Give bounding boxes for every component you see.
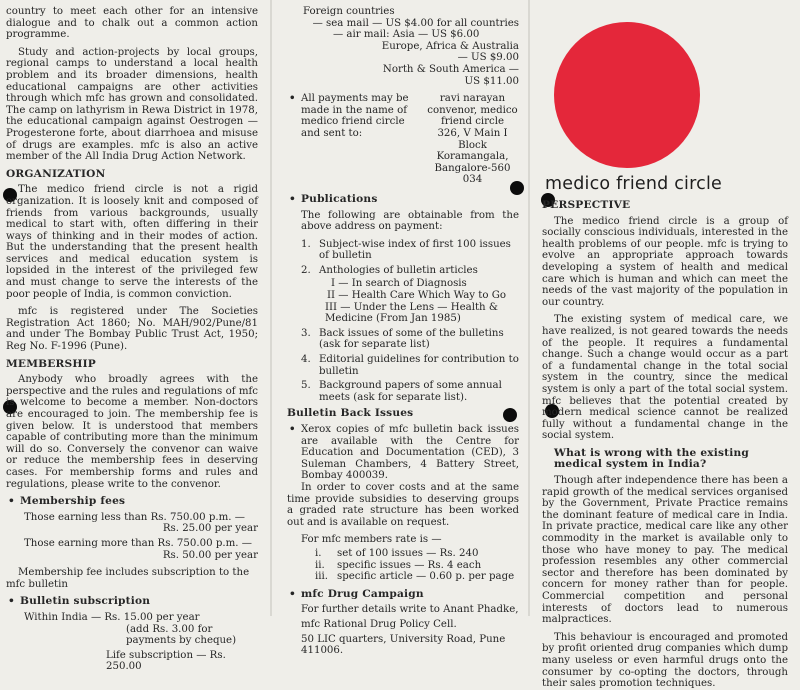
drug-campaign-heading: • mfc Drug Campaign: [287, 589, 519, 601]
publications-intro: The following are obtainable from the above address on payment:: [301, 209, 519, 233]
rate-item: [287, 571, 519, 583]
address-line: friend circle: [440, 116, 505, 128]
fee-high-label: Those earning more than Rs. 750.00 p.m. —: [24, 537, 252, 549]
drug-campaign-line: For further details write to Anant Phadke,: [301, 604, 519, 616]
rates-title: For mfc members rate is —: [301, 534, 442, 546]
organization-heading: ORGANIZATION: [6, 167, 106, 180]
publication-item: [287, 354, 519, 377]
publication-item: [287, 265, 519, 277]
wrong-system-paragraph-1: Though after independence there has been a rapid growth of the medical services organised by the Government, Private Practice remains the dominant feature of medical care in India. In private practice, medical care like any other commodity in the market is available only to those who have money to pay. The medical profession resembles any other commercial sector and therefore has been dominated by concern for money rather than for people. Commercial competition and personal interests of doctors lead to numerous malpractices.: [542, 475, 788, 626]
red-circle-logo: [554, 22, 700, 168]
publication-item: [287, 239, 519, 262]
membership-heading: MEMBERSHIP: [6, 357, 96, 370]
membership-fees-heading: • Membership fees: [6, 496, 258, 508]
fee-high-amount: Rs. 50.00 per year: [162, 549, 258, 561]
sea-mail-rate: — sea mail — US $4.00 for all countries: [312, 17, 519, 29]
perspective-paragraph-2: The existing system of medical care, we have realized, is not geared towards the needs of the people. It requires a fundamental change. Such a change would occur as a part of a fundamental change in the total social system in the country, since the medical system is only a part of the total social system. mfc believes that the potential created by modern medical science cannot be realized fully without a fundamental change in the social system.: [542, 314, 788, 442]
item-number: 3.: [301, 327, 311, 339]
fee-low-label: Those earning less than Rs. 750.00 p.m. —: [24, 511, 245, 523]
europe-region: Europe, Africa & Australia: [381, 40, 519, 52]
publication-item: [287, 328, 519, 351]
address-line: convenor, medico: [427, 104, 518, 116]
back-issues-heading: Bulletin Back Issues: [287, 407, 414, 420]
rate-text: set of 100 issues — Rs. 240: [337, 547, 479, 559]
wrong-system-heading: What is wrong with the existing medical system in India?: [554, 446, 750, 471]
item-number: 2.: [301, 264, 311, 276]
subscription-life: Life subscription — Rs. 250.00: [106, 649, 226, 673]
item-number: 1.: [301, 238, 311, 250]
subscription-india-note: (add Rs. 3.00 for payments by cheque): [126, 623, 237, 647]
drug-campaign-line: mfc Rational Drug Policy Cell.: [301, 618, 457, 630]
perspective-heading: PERSPECTIVE: [542, 199, 631, 211]
rate-number: i.: [315, 547, 322, 559]
item-number: 5.: [301, 380, 311, 392]
drug-campaign-line: 50 LIC quarters, University Road, Pune 411006.: [301, 633, 506, 657]
europe-price: — US $9.00: [457, 52, 519, 64]
xerox-paragraph: • Xerox copies of mfc bulletin back issues are available with the Centre for Education and Documentation (CED), 3 Suleman Chambers, 4 Battery Street, Bombay 400039.: [287, 424, 519, 482]
fee-low-amount: Rs. 25.00 per year: [162, 523, 258, 535]
item-text: Editorial guidelines for contribution to bulletin: [319, 354, 519, 377]
fold-line-right: [528, 0, 530, 616]
america-price: US $11.00: [464, 75, 519, 87]
publication-item: [287, 380, 519, 403]
item-text: Subject-wise index of first 100 issues of bulletin: [319, 238, 511, 262]
rate-number: iii.: [315, 571, 329, 583]
cost-paragraph: In order to cover costs and at the same time provide subsidies to deserving groups a graded rate structure has been worked out and is available on request.: [287, 481, 519, 528]
fee-note: Membership fee includes subscription to the mfc bulletin: [6, 567, 250, 590]
rate-number: ii.: [315, 559, 325, 571]
address-line: 326, V Main I Block: [437, 127, 508, 151]
payments-block: [287, 93, 519, 186]
item-text: Background papers of some annual meets (ask for separate list).: [319, 380, 502, 403]
study-paragraph: Study and action-projects by local groups, regional camps to understand a local health problem and its broader dimensions, health educational campaigns are other activities through which mfc has grown and consolidated. The camp on lathyrism in Rewa District in 1978, the educational campaign against Oestrogen — Progesterone forte, about diarrhoea and misuse of drugs are examples. mfc is also an active member of the All India Drug Action Network.: [6, 46, 258, 163]
foreign-countries-title: Foreign countries: [303, 6, 395, 17]
subscription-india: Within India — Rs. 15.00 per year: [24, 611, 200, 623]
rate-text: specific issues — Rs. 4 each: [337, 559, 482, 571]
america-region: North & South America —: [382, 63, 519, 75]
air-mail-rate: — air mail: Asia — US $6.00: [333, 29, 480, 41]
bulletin-subscription-heading: • Bulletin subscription: [6, 596, 258, 608]
column-left: [6, 6, 258, 673]
rate-item: [287, 560, 519, 572]
rate-item: [287, 548, 519, 560]
membership-paragraph: Anybody who broadly agrees with the perspective and the rules and regulations of mfc is welcome to become a member. Non-doctors are encouraged to join. The membership fee is given below. It is understood that members capable of contributing more than the minimum will do so. Conversely the convenor can waive or reduce the membership fees in deserving cases. For membership forms and rules and regulations, please write to the convenor.: [6, 374, 258, 490]
column-right: [542, 200, 788, 690]
convenor-address: [426, 93, 519, 186]
brand-title: medico friend circle: [545, 174, 722, 194]
registration-paragraph: mfc is registered under The Societies Registration Act 1860; No. MAH/902/Pune/81 and under The Bombay Public Trust Act, 1950; Reg No. F-1996 (Pune).: [6, 306, 258, 353]
payments-text: • All payments may be made in the name of medico friend circle and sent to:: [287, 93, 426, 186]
intro-paragraph: country to meet each other for an intensive dialogue and to chalk out a common action programme.: [6, 6, 258, 41]
perspective-paragraph-1: The medico friend circle is a group of socially conscious individuals, interested in the health problems of our people. mfc is trying to evolve an appropriate approach towards developing a system of health and medical care which is human and which can meet the needs of the vast majority of the population in our country.: [542, 215, 788, 308]
organization-paragraph: The medico friend circle is not a rigid organization. It is loosely knit and composed of friends from various backgrounds, usually medical to start with, often differing in their ways of thinking and in their modes of action. But the understanding that the present health services and medical education system is lopsided in the interest of the privileged few and must change to serve the interests of the poor people of India, is common conviction.: [6, 184, 258, 300]
anthology-item: III — Under the Lens — Health & Medicine (From Jan 1985): [325, 301, 498, 325]
anthology-item: II — Health Care Which Way to Go: [327, 290, 507, 302]
wrong-system-paragraph-2: This behaviour is encouraged and promoted by profit oriented drug companies which dump many useless or even harmful drugs onto the consumer by co-opting the doctors, through their sales promotion techniques.: [542, 631, 788, 690]
rate-text: specific article — 0.60 p. per page: [337, 571, 515, 583]
anthology-item: I — In search of Diagnosis: [331, 278, 467, 290]
address-line: ravi narayan: [439, 93, 506, 105]
item-text: Anthologies of bulletin articles: [319, 264, 478, 276]
address-line: Koramangala,: [436, 151, 509, 163]
fold-line-left: [270, 0, 272, 616]
item-number: 4.: [301, 354, 311, 366]
item-text: Back issues of some of the bulletins (ask for separate list): [319, 327, 504, 351]
column-middle: [287, 6, 519, 657]
address-line: Bangalore-560 034: [434, 162, 511, 186]
publications-heading: • Publications: [287, 194, 519, 206]
